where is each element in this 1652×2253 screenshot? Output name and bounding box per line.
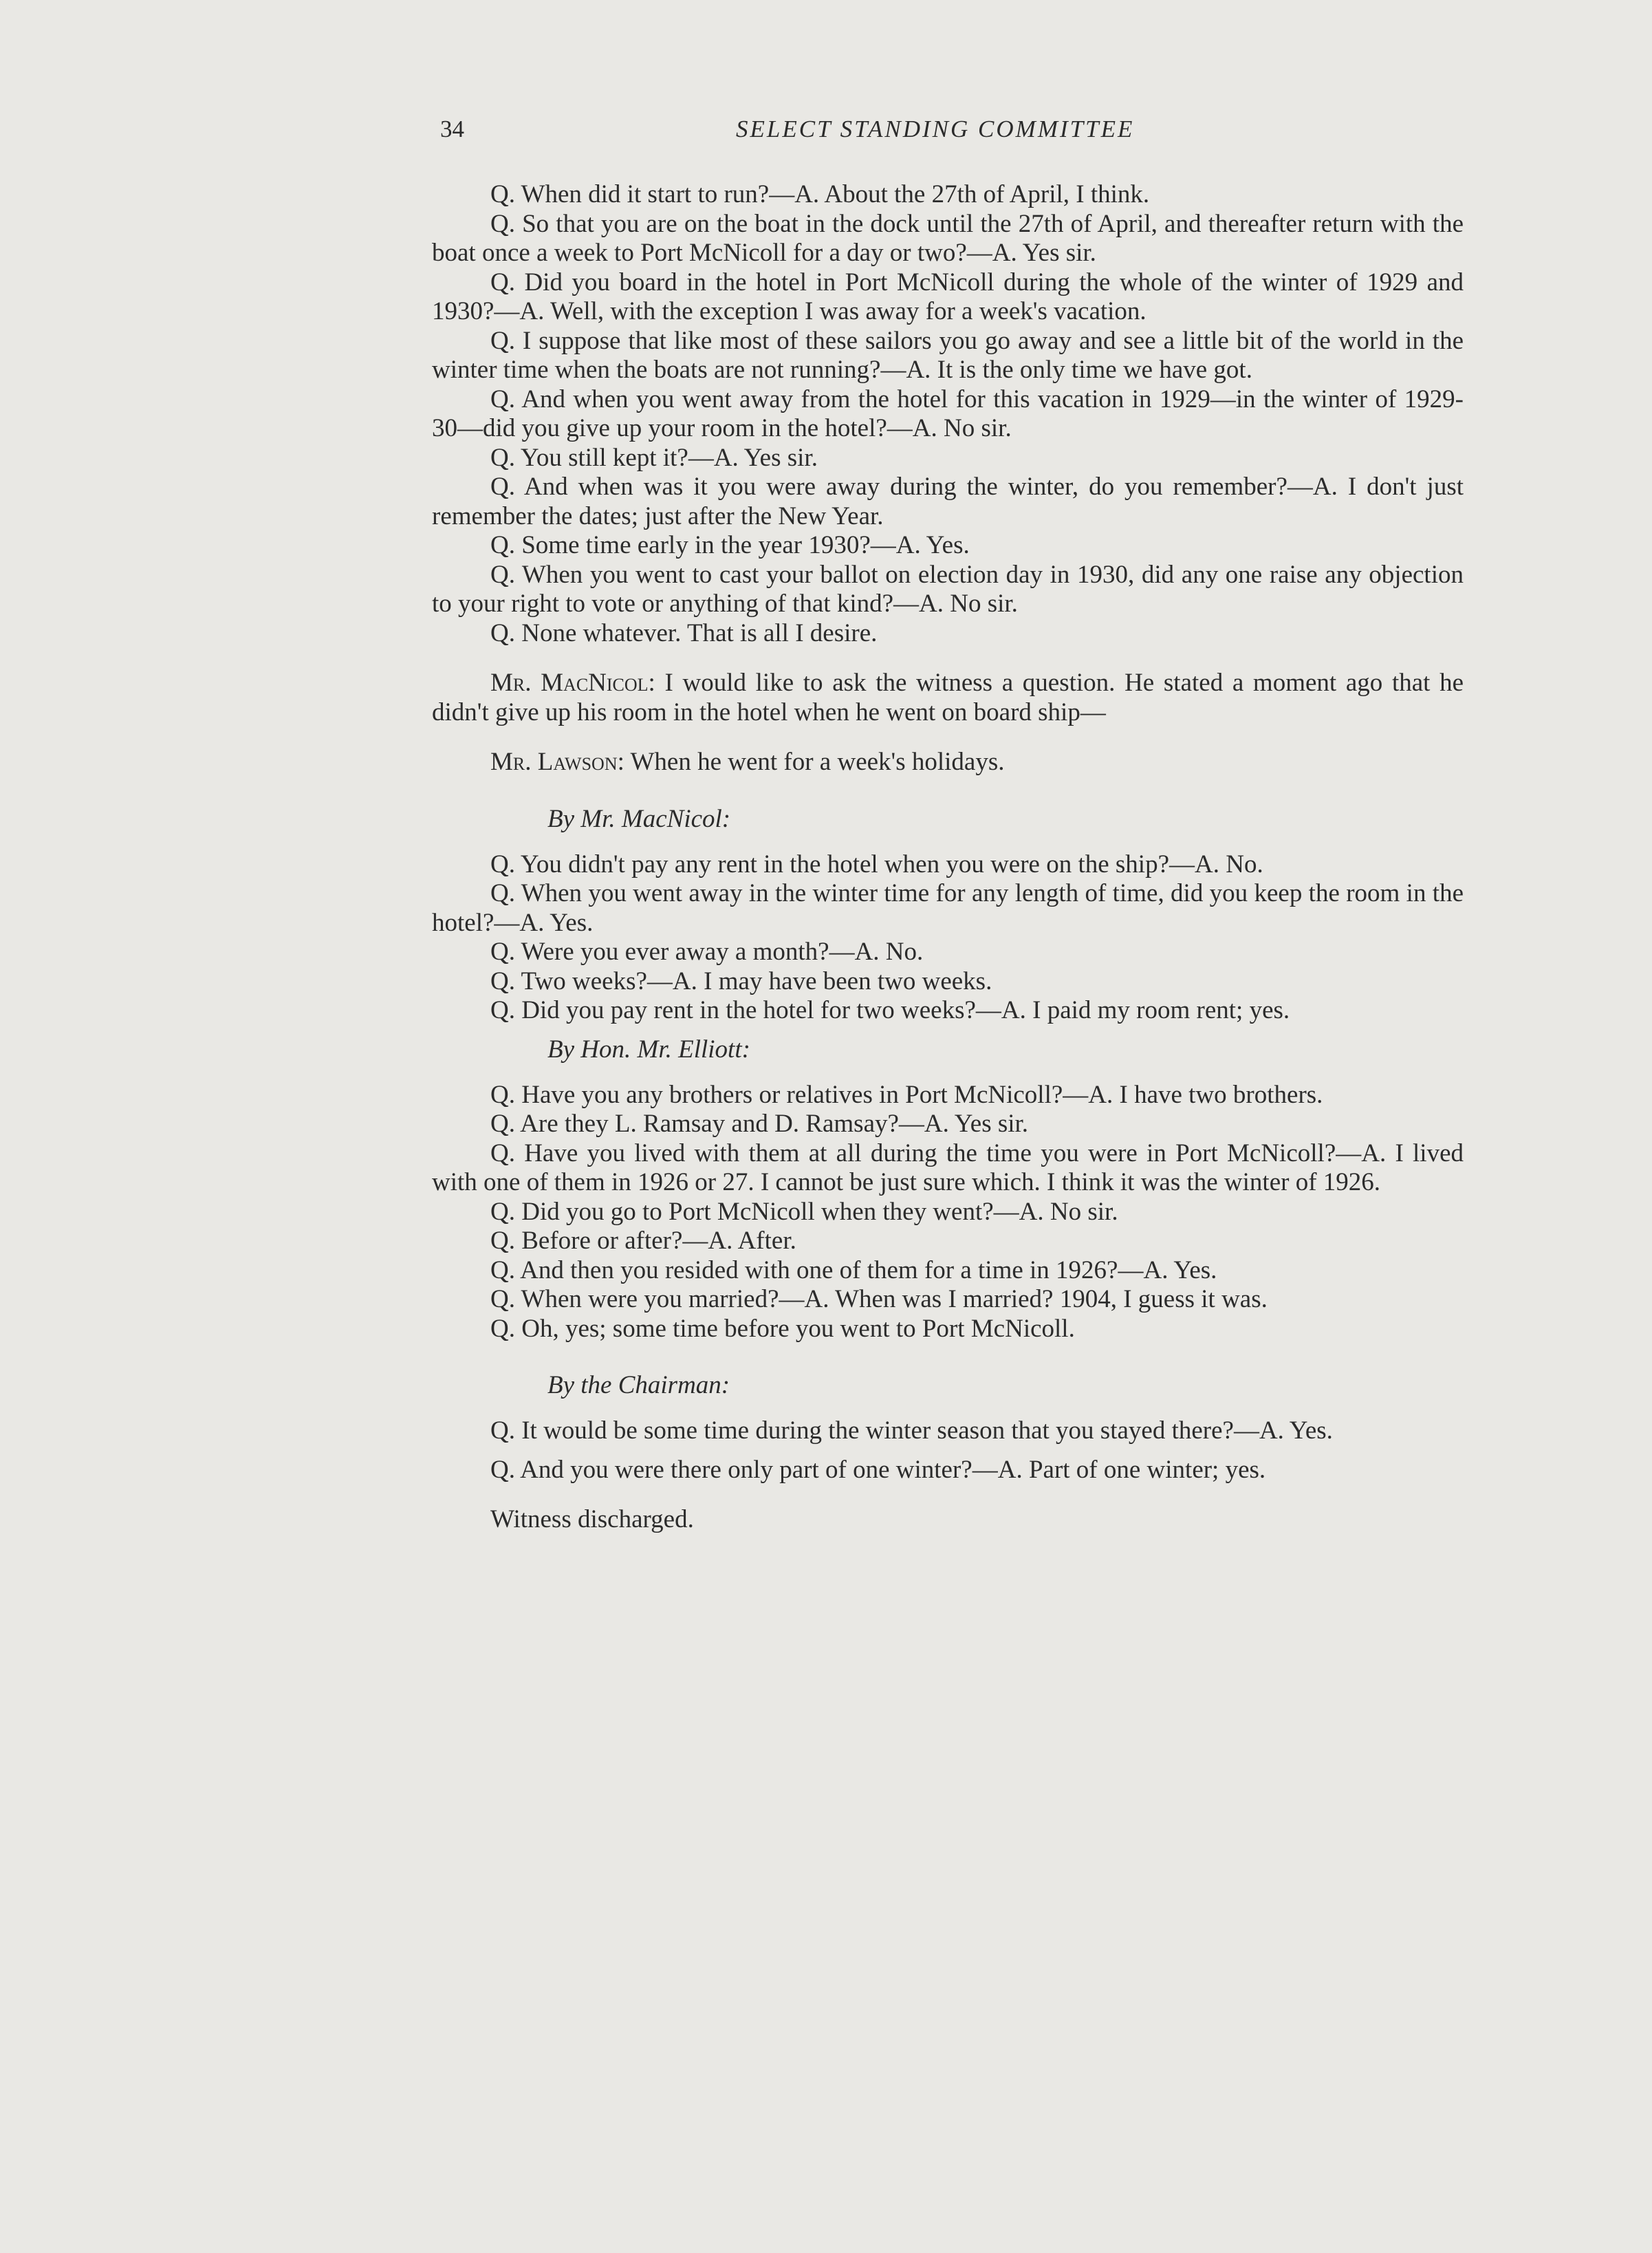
qa-paragraph: Q. Did you board in the hotel in Port McNicoll during the whole of the winter of 1929 and 1930?—A. Well, with the exception I was away for a week's vacation. xyxy=(432,268,1464,325)
speaker-paragraph xyxy=(432,669,1464,727)
qa-paragraph: Q. And you were there only part of one winter?—A. Part of one winter; yes. xyxy=(490,1455,1266,1484)
closing-line: Witness discharged. xyxy=(490,1505,694,1533)
running-head: SELECT STANDING COMMITTEE xyxy=(736,116,1135,142)
page-number: 34 xyxy=(440,116,464,142)
qa-paragraph: Q. When were you married?—A. When was I married? 1904, I guess it was. xyxy=(490,1285,1268,1313)
section-heading: By the Chairman: xyxy=(547,1371,730,1399)
qa-paragraph: Q. When did it start to run?—A. About the 27th of April, I think. xyxy=(490,180,1150,208)
qa-paragraph: Q. When you went to cast your ballot on election day in 1930, did any one raise any objection to your right to vote or anything of that kind?—A. No sir. xyxy=(432,560,1464,618)
page-header xyxy=(440,116,1472,150)
qa-paragraph: Q. Were you ever away a month?—A. No. xyxy=(490,938,924,966)
qa-paragraph: Q. Have you any brothers or relatives in Port McNicoll?—A. I have two brothers. xyxy=(490,1080,1323,1109)
section-heading: By Hon. Mr. Elliott: xyxy=(547,1035,750,1064)
qa-paragraph: Q. So that you are on the boat in the dock until the 27th of April, and thereafter return with the boat once a week to Port McNicoll for a day or two?—A. Yes sir. xyxy=(432,209,1464,267)
body-text xyxy=(432,180,1464,1535)
qa-paragraph: Q. None whatever. That is all I desire. xyxy=(490,618,878,647)
qa-paragraph: Q. Are they L. Ramsay and D. Ramsay?—A. Yes sir. xyxy=(490,1110,1029,1138)
qa-paragraph: Q. You didn't pay any rent in the hotel when you were on the ship?—A. No. xyxy=(490,850,1263,878)
qa-paragraph: Q. Two weeks?—A. I may have been two weeks. xyxy=(490,967,992,995)
qa-paragraph: Q. And when was it you were away during the winter, do you remember?—A. I don't just remember the dates; just after the New Year. xyxy=(432,473,1464,530)
qa-paragraph: Q. You still kept it?—A. Yes sir. xyxy=(490,443,818,472)
speaker-paragraph xyxy=(432,748,1464,777)
qa-paragraph: Q. Oh, yes; some time before you went to Port McNicoll. xyxy=(490,1314,1075,1343)
speaker-text: I would like to ask the witness a question. He stated a moment ago that he didn't give up his room in the hotel when he went on board ship— xyxy=(432,669,1464,726)
speaker-text: When he went for a week's holidays. xyxy=(630,748,1005,776)
qa-paragraph: Q. Before or after?—A. After. xyxy=(490,1227,796,1255)
qa-paragraph: Q. When you went away in the winter time for any length of time, did you keep the room in the hotel?—A. Yes. xyxy=(432,879,1464,937)
qa-paragraph: Q. I suppose that like most of these sailors you go away and see a little bit of the world in the winter time when the boats are not running?—A. It is the only time we have got. xyxy=(432,326,1464,384)
speaker-name: Mr. MacNicol: xyxy=(490,669,655,697)
qa-paragraph: Q. Some time early in the year 1930?—A. Yes. xyxy=(490,531,970,559)
qa-paragraph: Q. And when you went away from the hotel for this vacation in 1929—in the winter of 1929-30—did you give up your room in the hotel?—A. No sir. xyxy=(432,385,1464,442)
qa-paragraph: Q. Did you pay rent in the hotel for two weeks?—A. I paid my room rent; yes. xyxy=(490,996,1290,1024)
qa-paragraph: Q. It would be some time during the winter season that you stayed there?—A. Yes. xyxy=(490,1416,1333,1445)
qa-paragraph: Q. Have you lived with them at all during the time you were in Port McNicoll?—A. I lived with one of them in 1926 or 27. I cannot be just sure which. I think it was the winter of 1926. xyxy=(432,1139,1464,1196)
speaker-name: Mr. Lawson: xyxy=(490,748,624,776)
qa-paragraph: Q. Did you go to Port McNicoll when they went?—A. No sir. xyxy=(490,1197,1118,1226)
qa-paragraph: Q. And then you resided with one of them for a time in 1926?—A. Yes. xyxy=(490,1255,1217,1284)
section-heading: By Mr. MacNicol: xyxy=(547,804,731,833)
